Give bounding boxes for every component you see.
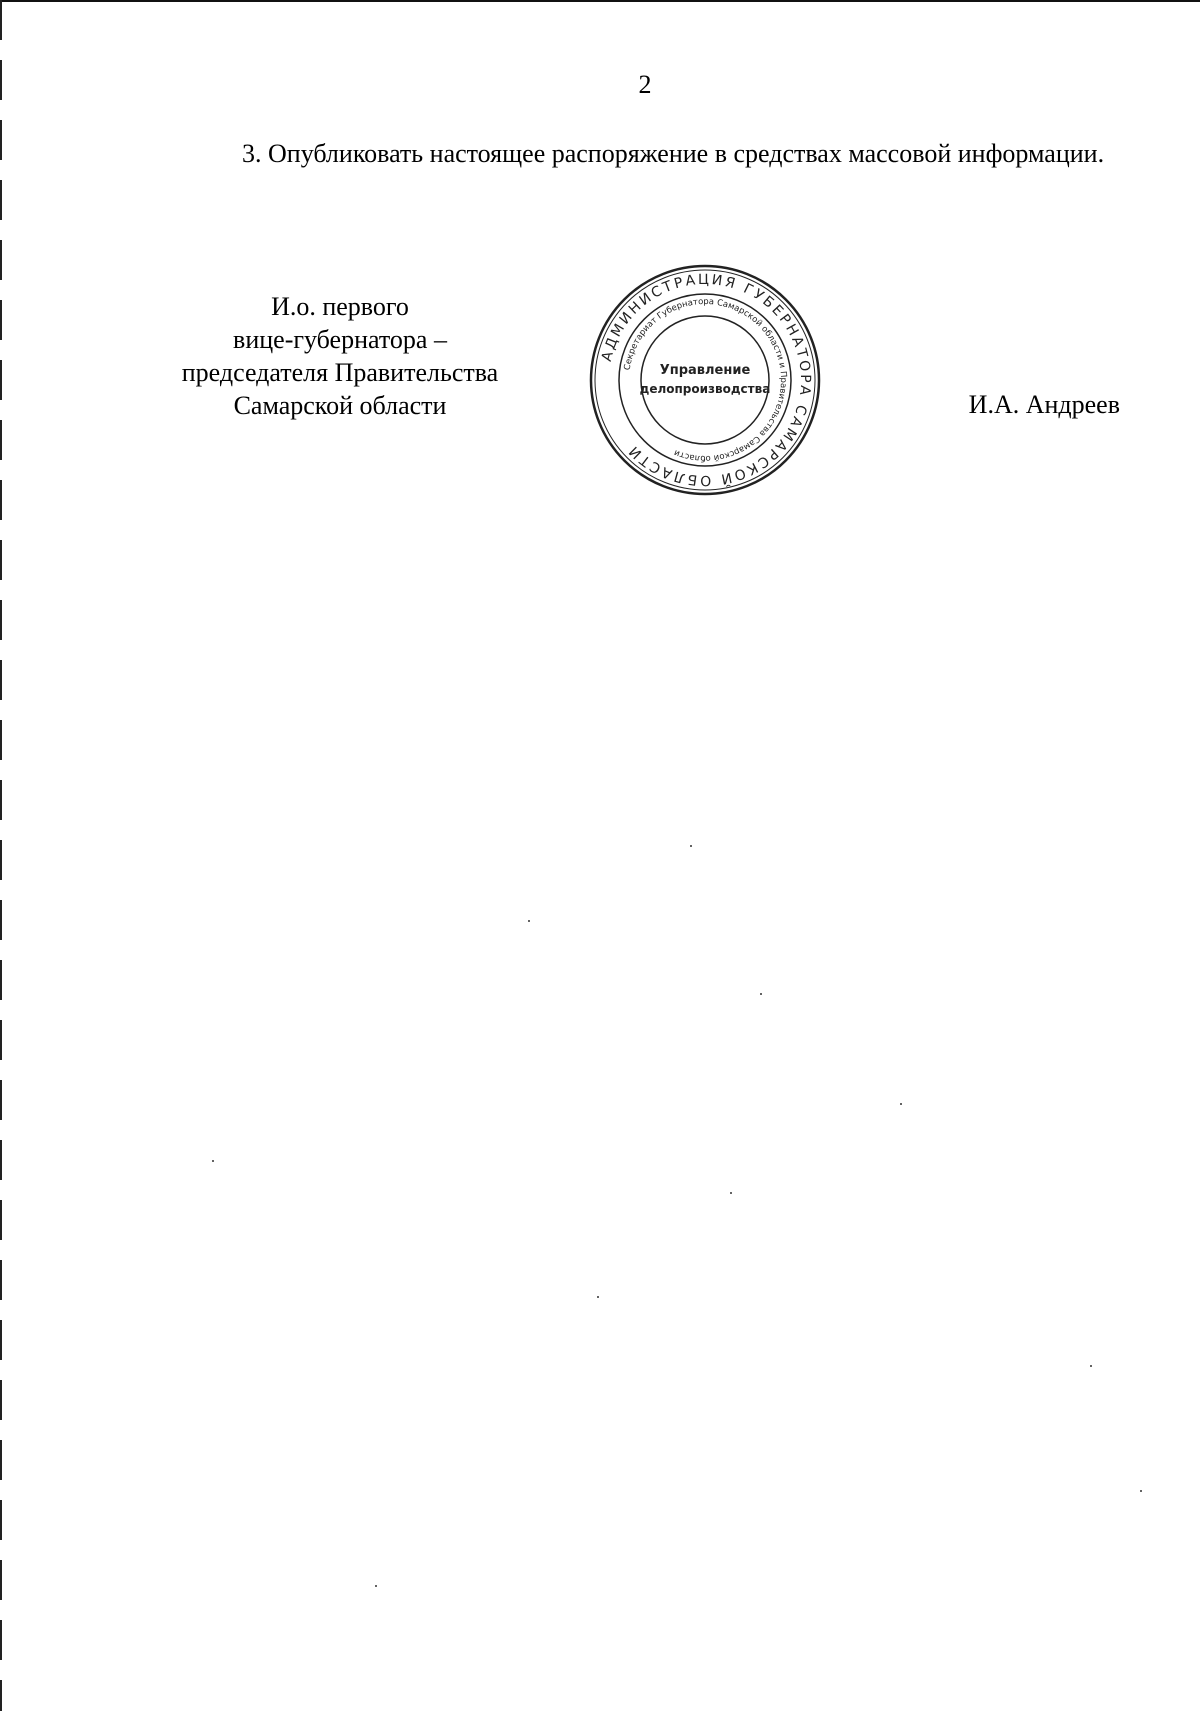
signer-position	[160, 290, 520, 422]
seal-outer-text: АДМИНИСТРАЦИЯ ГУБЕРНАТОРА САМАРСКОЙ ОБЛАСТИ	[598, 271, 814, 489]
signer-position-line: Самарской области	[233, 391, 447, 420]
page-top-border	[0, 0, 1200, 2]
seal-center-line-1: Управление	[659, 363, 751, 378]
paragraph-3: 3. Опубликовать настоящее распоряжение в средствах массовой информации.	[242, 139, 1105, 168]
seal-middle-ring	[619, 294, 791, 466]
seal-graphic	[585, 260, 825, 500]
page-number: 2	[638, 70, 652, 99]
signer-position-line: И.о. первого	[271, 292, 409, 321]
scan-speck	[900, 1103, 902, 1105]
signer-position-line: председателя Правительства	[181, 358, 499, 387]
scan-speck	[597, 1296, 599, 1298]
scan-speck	[375, 1585, 377, 1587]
signer-position-line: вице-губернатора –	[233, 325, 447, 354]
scan-speck	[1140, 1490, 1142, 1492]
scan-speck	[528, 920, 530, 922]
page-left-edge	[0, 0, 2, 1711]
scan-speck	[730, 1192, 732, 1194]
scan-speck	[212, 1160, 214, 1162]
scan-speck	[690, 845, 692, 847]
official-seal-stamp	[585, 260, 825, 500]
seal-center-ring	[641, 316, 769, 444]
seal-center-line-2: делопроизводства	[639, 382, 771, 396]
seal-inner-ring-text: Секретариат Губернатора Самарской области и Правительства Самарской области	[622, 296, 789, 464]
scan-speck	[760, 993, 762, 995]
scan-speck	[1090, 1365, 1092, 1367]
signer-name: И.А. Андреев	[968, 390, 1120, 419]
